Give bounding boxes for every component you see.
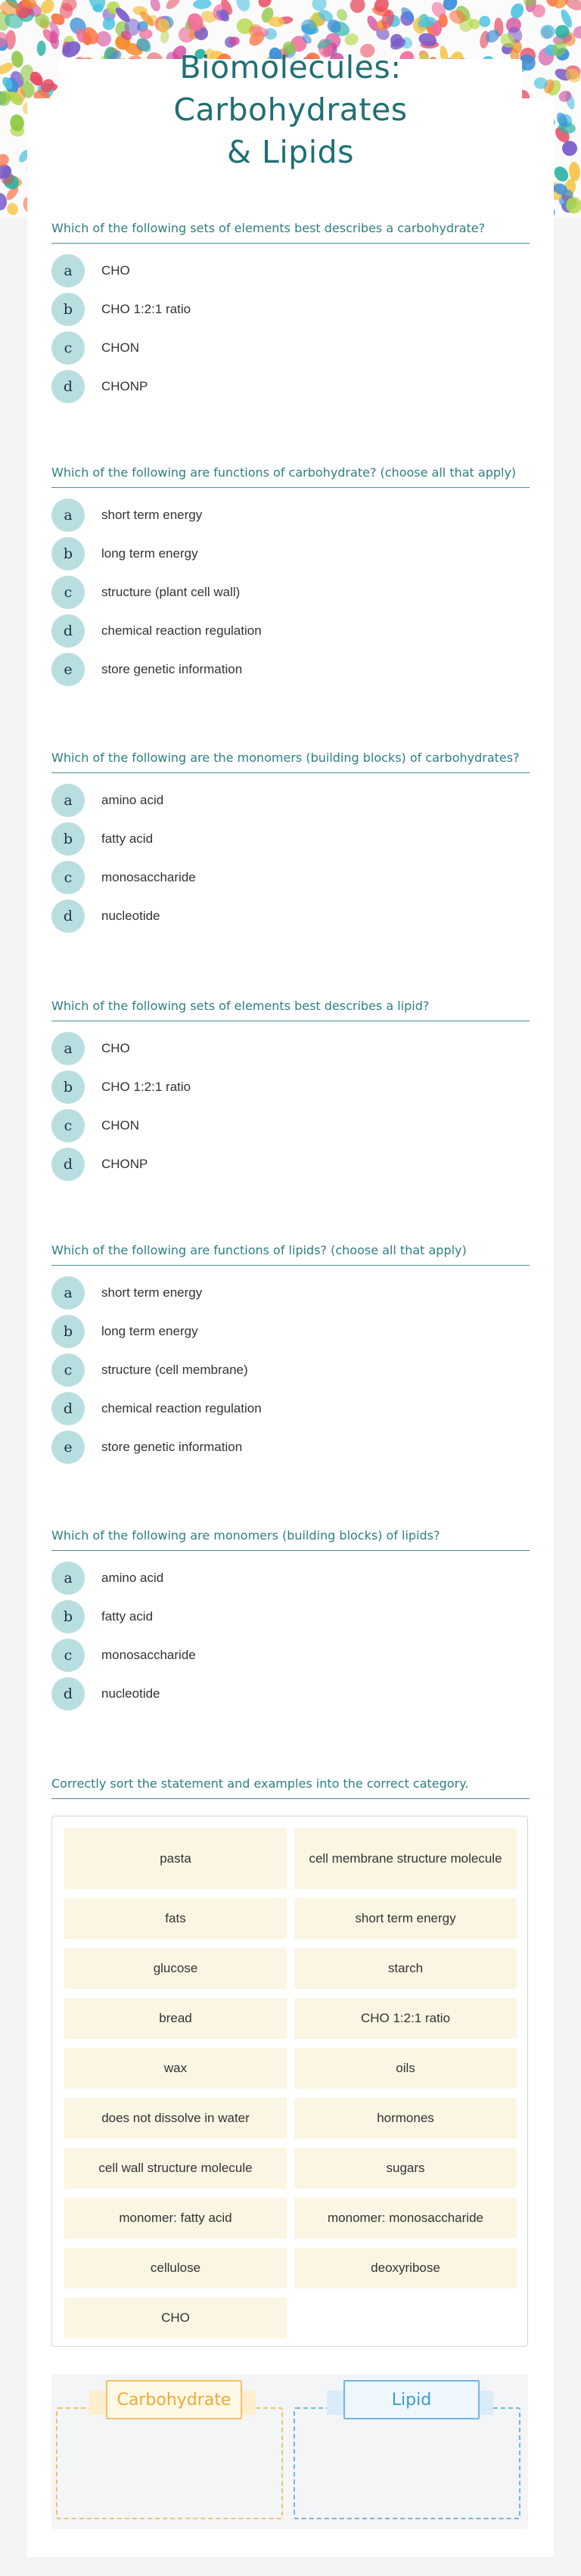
question-block bbox=[51, 1528, 530, 1713]
option-text: fatty acid bbox=[101, 1608, 154, 1624]
sort-question-prompt: Correctly sort the statement and examples into the correct category. bbox=[51, 1776, 530, 1799]
watercolor-dot bbox=[149, 0, 162, 13]
sort-item-chip[interactable]: bread bbox=[64, 1998, 287, 2039]
sort-item-chip[interactable]: short term energy bbox=[294, 1898, 517, 1939]
sort-item-chip[interactable]: CHO 1:2:1 ratio bbox=[294, 1998, 517, 2039]
watercolor-dot bbox=[540, 24, 555, 39]
answer-option[interactable] bbox=[51, 573, 530, 611]
answer-option[interactable] bbox=[51, 1428, 530, 1466]
option-letter-badge[interactable]: c bbox=[51, 576, 85, 609]
watercolor-dot bbox=[193, 0, 212, 10]
option-text: chemical reaction regulation bbox=[101, 623, 262, 638]
lipid-drop-zone[interactable] bbox=[294, 2407, 520, 2519]
option-text: CHON bbox=[101, 1117, 140, 1133]
sort-item-chip[interactable]: glucose bbox=[64, 1948, 287, 1989]
option-letter-badge[interactable]: a bbox=[51, 1032, 85, 1065]
option-letter-badge[interactable]: e bbox=[51, 1431, 85, 1464]
question-prompt: Which of the following sets of elements best describes a lipid? bbox=[51, 999, 530, 1021]
option-text: store genetic information bbox=[101, 1439, 243, 1454]
watercolor-dot bbox=[36, 41, 45, 57]
answer-option[interactable] bbox=[51, 1273, 530, 1312]
option-text: CHO 1:2:1 ratio bbox=[101, 1079, 191, 1094]
sort-item-chip[interactable]: monomer: monosaccharide bbox=[294, 2198, 517, 2239]
option-letter-badge[interactable]: d bbox=[51, 370, 85, 403]
question-prompt: Which of the following are monomers (building blocks) of lipids? bbox=[51, 1528, 530, 1551]
sort-item-chip[interactable]: starch bbox=[294, 1948, 517, 1989]
sort-item-chip[interactable]: hormones bbox=[294, 2098, 517, 2139]
option-letter-badge[interactable]: d bbox=[51, 1148, 85, 1181]
option-letter-badge[interactable]: d bbox=[51, 1677, 85, 1711]
title-card bbox=[59, 49, 522, 170]
sort-item-chip[interactable]: does not dissolve in water bbox=[64, 2098, 287, 2139]
question-block bbox=[51, 221, 530, 406]
option-letter-badge[interactable]: c bbox=[51, 1353, 85, 1387]
watercolor-dot bbox=[508, 2, 526, 21]
option-text: long term energy bbox=[101, 1323, 198, 1338]
answer-option[interactable] bbox=[51, 1106, 530, 1145]
option-letter-badge[interactable]: a bbox=[51, 1561, 85, 1595]
option-letter-badge[interactable]: b bbox=[51, 537, 85, 570]
carbohydrate-category-label: Carbohydrate bbox=[106, 2380, 242, 2419]
answer-option[interactable] bbox=[51, 1597, 530, 1636]
option-letter-badge[interactable]: a bbox=[51, 784, 85, 817]
answer-option[interactable] bbox=[51, 896, 530, 935]
watercolor-dot bbox=[164, 0, 183, 11]
answer-option[interactable] bbox=[51, 328, 530, 367]
option-letter-badge[interactable]: b bbox=[51, 1070, 85, 1104]
option-letter-badge[interactable]: c bbox=[51, 1639, 85, 1672]
sort-item-chip[interactable]: cell wall structure molecule bbox=[64, 2148, 287, 2189]
question-prompt: Which of the following are the monomers (building blocks) of carbohydrates? bbox=[51, 750, 530, 773]
option-text: short term energy bbox=[101, 507, 203, 522]
page-title: Biomolecules: Carbohydrates & Lipids bbox=[173, 49, 408, 170]
option-text: CHO bbox=[101, 1040, 130, 1055]
question-prompt: Which of the following are functions of lipids? (choose all that apply) bbox=[51, 1243, 530, 1266]
option-text: structure (plant cell wall) bbox=[101, 584, 241, 599]
option-text: CHONP bbox=[101, 1156, 148, 1171]
answer-option[interactable] bbox=[51, 1389, 530, 1428]
sort-item-chip[interactable]: wax bbox=[64, 2048, 287, 2089]
question-block bbox=[51, 1243, 530, 1466]
answer-option[interactable] bbox=[51, 1067, 530, 1106]
option-letter-badge[interactable]: b bbox=[51, 822, 85, 856]
answer-option[interactable] bbox=[51, 1145, 530, 1183]
sort-item-chip[interactable]: monomer: fatty acid bbox=[64, 2198, 287, 2239]
option-text: CHO 1:2:1 ratio bbox=[101, 301, 191, 316]
watercolor-dot bbox=[5, 201, 20, 216]
lipid-category-label: Lipid bbox=[343, 2380, 480, 2419]
option-text: amino acid bbox=[101, 1570, 164, 1585]
sort-question bbox=[51, 1776, 530, 1799]
option-text: monosaccharide bbox=[101, 1647, 196, 1662]
answer-option[interactable] bbox=[51, 819, 530, 858]
answer-option[interactable] bbox=[51, 367, 530, 406]
answer-option[interactable] bbox=[51, 496, 530, 534]
question-block bbox=[51, 999, 530, 1183]
option-text: monosaccharide bbox=[101, 869, 196, 884]
sort-item-chip[interactable]: pasta bbox=[64, 1829, 287, 1889]
question-prompt: Which of the following sets of elements best describes a carbohydrate? bbox=[51, 221, 530, 244]
sort-item-chip[interactable]: CHO bbox=[64, 2298, 287, 2338]
sort-item-chip[interactable]: fats bbox=[64, 1898, 287, 1939]
watercolor-dot bbox=[568, 161, 581, 182]
option-text: CHONP bbox=[101, 378, 148, 393]
question-block bbox=[51, 750, 530, 935]
answer-option[interactable] bbox=[51, 290, 530, 328]
sort-items-pool bbox=[51, 1816, 528, 2347]
answer-option[interactable] bbox=[51, 1636, 530, 1674]
option-text: short term energy bbox=[101, 1285, 203, 1300]
watercolor-dot bbox=[349, 0, 367, 14]
option-letter-badge[interactable]: d bbox=[51, 614, 85, 648]
sort-item-chip[interactable]: cellulose bbox=[64, 2248, 287, 2289]
sort-item-chip[interactable]: cell membrane structure molecule bbox=[294, 1829, 517, 1889]
option-text: CHO bbox=[101, 263, 130, 278]
option-letter-badge[interactable]: a bbox=[51, 254, 85, 287]
option-text: store genetic information bbox=[101, 661, 243, 676]
answer-option[interactable] bbox=[51, 1558, 530, 1597]
sort-item-chip[interactable]: oils bbox=[294, 2048, 517, 2089]
option-letter-badge[interactable]: c bbox=[51, 861, 85, 894]
watercolor-dot bbox=[235, 0, 252, 13]
answer-option[interactable] bbox=[51, 611, 530, 650]
option-text: CHON bbox=[101, 340, 140, 355]
category-drop-area bbox=[51, 2374, 528, 2529]
option-letter-badge[interactable]: e bbox=[51, 653, 85, 686]
option-letter-badge[interactable]: d bbox=[51, 1392, 85, 1425]
answer-option[interactable] bbox=[51, 781, 530, 819]
answer-option[interactable] bbox=[51, 1029, 530, 1067]
answer-option[interactable] bbox=[51, 650, 530, 688]
answer-option[interactable] bbox=[51, 1312, 530, 1350]
option-letter-badge[interactable]: a bbox=[51, 1276, 85, 1310]
answer-option[interactable] bbox=[51, 1350, 530, 1389]
option-letter-badge[interactable]: b bbox=[51, 293, 85, 326]
option-text: fatty acid bbox=[101, 831, 154, 846]
watercolor-dot bbox=[335, 7, 350, 23]
option-text: chemical reaction regulation bbox=[101, 1400, 262, 1415]
answer-option[interactable] bbox=[51, 251, 530, 290]
option-letter-badge[interactable]: b bbox=[51, 1315, 85, 1348]
watercolor-dot bbox=[479, 16, 490, 27]
watercolor-dot bbox=[100, 15, 117, 33]
option-text: structure (cell membrane) bbox=[101, 1362, 248, 1377]
option-letter-badge[interactable]: c bbox=[51, 1109, 85, 1142]
sort-item-chip[interactable]: sugars bbox=[294, 2148, 517, 2189]
option-text: nucleotide bbox=[101, 908, 160, 923]
answer-option[interactable] bbox=[51, 858, 530, 896]
answer-option[interactable] bbox=[51, 1674, 530, 1713]
carbohydrate-drop-zone[interactable] bbox=[56, 2407, 283, 2519]
answer-option[interactable] bbox=[51, 534, 530, 573]
option-text: nucleotide bbox=[101, 1686, 160, 1701]
option-text: long term energy bbox=[101, 545, 198, 561]
watercolor-dot bbox=[0, 193, 8, 211]
option-text: amino acid bbox=[101, 792, 164, 807]
question-prompt: Which of the following are functions of carbohydrate? (choose all that apply) bbox=[51, 465, 530, 488]
sort-item-chip[interactable]: deoxyribose bbox=[294, 2248, 517, 2289]
option-letter-badge[interactable]: d bbox=[51, 900, 85, 933]
option-letter-badge[interactable]: c bbox=[51, 331, 85, 365]
question-block bbox=[51, 465, 530, 688]
option-letter-badge[interactable]: b bbox=[51, 1600, 85, 1633]
option-letter-badge[interactable]: a bbox=[51, 499, 85, 532]
